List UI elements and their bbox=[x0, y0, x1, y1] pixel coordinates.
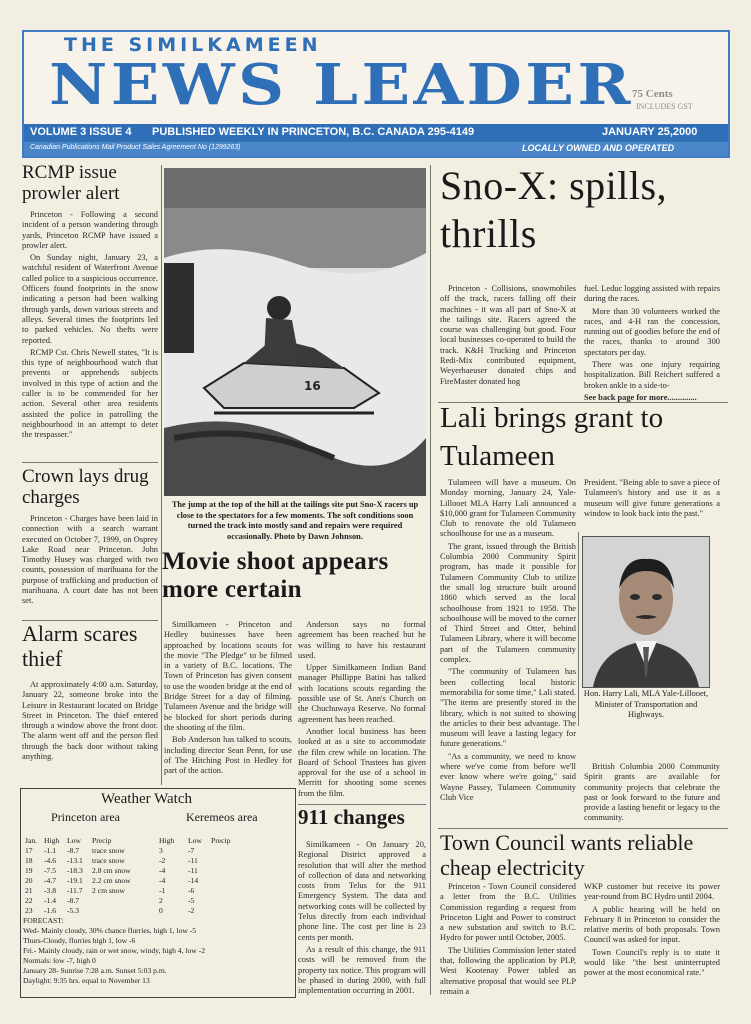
weather-header: Jan. bbox=[25, 835, 38, 845]
forecast-line: Wed- Mainly cloudy, 30% chance flurries, high 1, low -5 bbox=[23, 926, 197, 935]
rcmp-article bbox=[22, 210, 158, 460]
agreement-bar bbox=[24, 142, 728, 156]
weather-cell bbox=[90, 895, 157, 905]
weather-cell: -4 bbox=[159, 875, 166, 885]
mail-agreement: Canadian Publications Mail Product Sales Agreement No (1299263) bbox=[30, 144, 241, 151]
masthead-top-line: THE SIMILKAMEEN bbox=[64, 34, 322, 56]
weather-cell: 21 bbox=[25, 885, 33, 895]
lali-article-col1 bbox=[440, 478, 576, 828]
forecast-line: Normals: low -7, high 0 bbox=[23, 956, 96, 965]
snox-article-col1 bbox=[440, 284, 576, 402]
weather-header: Low bbox=[67, 835, 81, 845]
crown-headline: Crown lays drug charges bbox=[22, 466, 149, 509]
weather-cell: 3 bbox=[159, 845, 163, 855]
weather-cell: -1.6 bbox=[44, 905, 57, 915]
weather-row bbox=[23, 855, 233, 865]
council-headline: Town Council wants reliable cheap electricity bbox=[440, 830, 694, 881]
column-rule bbox=[161, 165, 162, 785]
portrait-image bbox=[583, 537, 709, 687]
weather-area-princeton: Princeton area bbox=[51, 810, 120, 824]
snox-paragraph: Princeton - Collisions, snowmobiles off the track, racers falling off their machines - it was all part of Sno-X at the tailings site. Racers agreed the course was challenging but good. Four local businesses co-operated to build the track. K&H Trucking and Princeton Redi-Mix contributed equipment, Weyerhaeuser donated chips and FireMaster donated hog bbox=[440, 284, 576, 386]
lali-paragraph: British Columbia 2000 Community Spirit grants are available for community projects that celebrate the past or look forward to the future and provide a lasting benefit or legacy to the community. bbox=[584, 762, 720, 823]
rcmp-paragraph: Princeton - Following a second incident of a person wandering through yards, Princeton RCMP have issued a prowler alert. bbox=[22, 210, 158, 250]
weather-cell: 23 bbox=[25, 905, 33, 915]
911-paragraph: Similkameen - On January 20, Regional District approved a resolution that will alter the method of collection of data and networking costs from Telus for the 911 Emergency System. The data and networking costs will be collected by Telus directly from each individual phone line. The cost per line is 23 cents per month. bbox=[298, 840, 426, 942]
lali-paragraph: Tulameen will have a museum. On Monday morning, January 24, Yale-Lillooet MLA Harry Lali announced a $10,000 grant for Tulameen Community Club to renovate the old Tulameen schoolhouse for use as a museum. bbox=[440, 478, 576, 539]
weather-cell: 2.2 cm snow bbox=[92, 875, 131, 885]
lali-headline: Lali brings grant to Tulameen bbox=[440, 402, 664, 472]
weather-area-keremeos: Keremeos area bbox=[186, 810, 258, 824]
rcmp-paragraph: RCMP Cst. Chris Newell states, "It is this type of neighbourhood watch that prevents or apprehends subjects involved in this type of action and the caller is to be commended for her action. Several other area residents assisted the police in patrolling the neighbourhood in an attempt to deter the trespasser." bbox=[22, 347, 158, 440]
weather-row bbox=[23, 865, 233, 875]
weather-cell bbox=[209, 905, 233, 915]
911-paragraph: As a result of this change, the 911 costs will be removed from the property tax notice. This program will be phased in during 2000, with full implementation occurring in 2001. bbox=[298, 944, 426, 996]
forecast-line: Daylight: 9:35 hrs. equal to November 13 bbox=[23, 976, 150, 985]
movie-paragraph: Another local business has been looked at as a site to accommodate the film crew while on location. The Board of School Trustees has given approval for the use of a school in Merritt for shooting some scenes from the film. bbox=[298, 726, 426, 798]
snowmobile-photo bbox=[164, 168, 426, 496]
weather-cell: -4 bbox=[159, 865, 166, 875]
price-note: INCLUDES GST bbox=[636, 102, 693, 111]
snox-paragraph: fuel. Leduc logging assisted with repairs during the races. bbox=[584, 284, 720, 304]
alarm-paragraph: At approximately 4:00 a.m. Saturday, January 22, someone broke into the Leisure in Restaurant located on Bridge Street in Princeton. The thief entered through a window above the front door. The alarm went off and the person fled through the back door without taking anything. bbox=[22, 680, 158, 762]
weather-cell: -4.7 bbox=[44, 875, 57, 885]
volume-issue: VOLUME 3 ISSUE 4 bbox=[30, 126, 132, 138]
snowmobile-photo-image bbox=[164, 168, 426, 496]
weather-cell bbox=[90, 905, 157, 915]
weather-cell bbox=[209, 875, 233, 885]
weather-cell: -2 bbox=[188, 905, 195, 915]
weather-cell: -1 bbox=[159, 885, 166, 895]
portrait-caption: Hon. Harry Lali, MLA Yale-Lillooet, Minister of Transportation and Highways. bbox=[583, 689, 709, 719]
council-paragraph: Town Council's reply is to state it would like "the best uninterrupted power at the most economical rate." bbox=[584, 947, 720, 978]
crown-article bbox=[22, 514, 158, 620]
lali-paragraph: "The community of Tulameen has been collecting local historic memorabilia for some time," Lali stated. "The items are presently stored in the library, which is not suited to showing the articles to their best advantage. The museum will leave a lasting legacy for future generations." bbox=[440, 667, 576, 749]
weather-header: Precip bbox=[92, 835, 112, 845]
harry-lali-portrait bbox=[582, 536, 710, 688]
snox-continued-link[interactable]: See back page for more.............. bbox=[584, 392, 697, 402]
weather-cell: -14 bbox=[188, 875, 199, 885]
weather-header: High bbox=[159, 835, 175, 845]
weather-table bbox=[23, 835, 233, 915]
weather-title: Weather Watch bbox=[101, 791, 193, 807]
weather-cell: -7 bbox=[188, 845, 195, 855]
weather-cell: -11 bbox=[188, 865, 198, 875]
weather-cell: 18 bbox=[25, 855, 33, 865]
council-paragraph: Princeton - Town Council considered a letter from the B.C. Utilities Commission regarding a request from Princeton Light and Power to construct a new substation and switch to B.C. Hydro for power until October, 2005. bbox=[440, 882, 576, 943]
forecast-line: Fri.- Mainly cloudy, rain or wet snow, windy, high 4, low -2 bbox=[23, 946, 206, 955]
movie-paragraph: Similkameen - Princeton and Hedley businesses have been approached by locations scouts for the movie "The Pledge" to be filmed in a variety of B.C. locations. The Town of Princeton has given consent to use the wooden bridge at the end of Bridge Street for a day of filming. Tulameen Avenue and the bridge will be blocked for short periods during the shooting of the film. bbox=[164, 620, 292, 732]
weather-cell bbox=[209, 845, 233, 855]
alarm-article bbox=[22, 680, 158, 784]
slogan: LOCALLY OWNED AND OPERATED bbox=[522, 143, 675, 153]
masthead bbox=[22, 30, 730, 158]
weather-cell: trace snow bbox=[92, 845, 125, 855]
forecast-line: Thurs-Cloudy, flurries high 1, low -6 bbox=[23, 936, 136, 945]
forecast-label: FORECAST: bbox=[23, 916, 64, 925]
issue-bar bbox=[24, 124, 728, 142]
lali-paragraph: "As a community, we need to know where we've come from before we'll ever know where we're going," said Wayne Passey, Tulameen Community Club Vice bbox=[440, 751, 576, 802]
weather-cell: -13.1 bbox=[67, 855, 83, 865]
column-rule bbox=[430, 165, 431, 995]
weather-header: Precip bbox=[211, 835, 231, 845]
council-article-col1 bbox=[440, 882, 576, 1012]
council-paragraph: A public hearing will be held on February 8 in Princeton to consider the relative merits of both proposals. Town Council was asked for input. bbox=[584, 904, 720, 945]
weather-cell bbox=[209, 865, 233, 875]
box-rule bbox=[578, 532, 579, 726]
movie-paragraph: Bob Anderson has talked to scouts, including director Sean Penn, for use of The Hitching Post in Hedley for part of the action. bbox=[164, 735, 292, 776]
snox-paragraph: There was one injury requiring hospitalization. Bill Reichert suffered a broken ankle in a side-to- bbox=[584, 360, 720, 390]
council-article-col2 bbox=[584, 882, 720, 1012]
divider bbox=[22, 462, 158, 463]
weather-cell: -2 bbox=[159, 855, 166, 865]
weather-header: Low bbox=[188, 835, 202, 845]
weather-cell: 2 cm snow bbox=[92, 885, 125, 895]
weather-cell: -3.8 bbox=[44, 885, 57, 895]
lali-article-col2-bottom bbox=[584, 762, 720, 828]
price: 75 Cents bbox=[632, 88, 673, 100]
snowmobile-photo-caption: The jump at the top of the hill at the tailings site put Sno-X racers up close to the spectators for a few moments. The soft conditions soon turned the track into mostly sand and repairs were required occasionally. Photo by Dawn Johnson. bbox=[171, 500, 419, 541]
lali-article-col2-top bbox=[584, 478, 720, 530]
weather-cell: -1.1 bbox=[44, 845, 57, 855]
weather-cell: 20 bbox=[25, 875, 33, 885]
911-headline: 911 changes bbox=[298, 805, 405, 829]
movie-article-col1 bbox=[164, 620, 292, 788]
alarm-headline: Alarm scares thief bbox=[22, 621, 138, 671]
forecast-line: January 28- Sunrise 7:28 a.m. Sunset 5:03 p.m. bbox=[23, 966, 167, 975]
weather-cell: trace snow bbox=[92, 855, 125, 865]
weather-cell: -6 bbox=[188, 885, 195, 895]
weather-cell: 0 bbox=[159, 905, 163, 915]
weather-cell: -8.7 bbox=[67, 845, 80, 855]
weather-cell: 19 bbox=[25, 865, 33, 875]
weather-row bbox=[23, 875, 233, 885]
weather-cell bbox=[209, 885, 233, 895]
weather-cell: -1.4 bbox=[44, 895, 57, 905]
weather-row bbox=[23, 885, 233, 895]
movie-article-col2 bbox=[298, 620, 426, 802]
weather-row bbox=[23, 845, 233, 855]
rcmp-headline: RCMP issue prowler alert bbox=[22, 162, 120, 205]
weather-row bbox=[23, 895, 233, 905]
snox-headline: Sno-X: spills, thrills bbox=[440, 163, 668, 256]
crown-paragraph: Princeton - Charges have been laid in connection with a search warrant executed on October 7, 1999, on Osprey Lake Road near Princeton. John Timothy Husey was charged with two counts, possession of marihuana for the purpose of trafficking and production of marihuana. A court date has not been set. bbox=[22, 514, 158, 606]
rcmp-paragraph: On Sunday night, January 23, a watchful resident of Waterfront Avenue called police to a suspicious occurrence. Officers found footprints in the snow indicating a person had been walking through yards, down various streets and alleys. Several times the footprints led to parked vehicles. No thefts were reported. bbox=[22, 253, 158, 345]
sled-number: 16 bbox=[304, 379, 321, 393]
snox-article-col2 bbox=[584, 284, 720, 402]
snox-paragraph: More than 30 volunteers worked the races, and 4-H ran the concession, running out of goodies before the end of the races, thanks to around 300 spectators per day. bbox=[584, 306, 720, 357]
divider bbox=[438, 828, 728, 829]
weather-cell: -19.1 bbox=[67, 875, 83, 885]
weather-watch-box bbox=[20, 788, 296, 998]
issue-date: JANUARY 25,2000 bbox=[602, 126, 698, 138]
weather-cell bbox=[209, 895, 233, 905]
weather-header: High bbox=[44, 835, 60, 845]
lali-paragraph: President. "Being able to save a piece of Tulameen's history and use it as a museum will give future generations a window to look back into the past." bbox=[584, 478, 720, 518]
movie-paragraph: Anderson says no formal agreement has been reached but he was willing to have his restaurant used. bbox=[298, 620, 426, 660]
weather-cell: -7.5 bbox=[44, 865, 57, 875]
weather-cell bbox=[209, 855, 233, 865]
weather-cell: -4.6 bbox=[44, 855, 57, 865]
movie-headline: Movie shoot appears more certain bbox=[162, 548, 389, 603]
weather-cell: -11 bbox=[188, 855, 198, 865]
lali-paragraph: The grant, issued through the British Columbia 2000 Community Spirit program, has made it possible for Tulameen Community Club to utilize the small log structure built around 1860 which served as the local schoolhouse from 1921 to 1958. The schoolhouse will be moved to the corner of Third Street and Otter, behind Tulameen Library, where it will become part of the Tulameen community complex. bbox=[440, 541, 576, 665]
weather-cell: -11.7 bbox=[67, 885, 83, 895]
weather-cell: -5 bbox=[188, 895, 195, 905]
council-paragraph: WKP customer but receive its power year-round from BC Hydro until 2004. bbox=[584, 882, 720, 902]
weather-cell: 2.8 cm snow bbox=[92, 865, 131, 875]
weather-cell: -18.3 bbox=[67, 865, 83, 875]
weather-row bbox=[23, 905, 233, 915]
weather-header-row bbox=[23, 835, 233, 845]
newspaper-title: NEWS LEADER bbox=[49, 52, 634, 118]
weather-cell: 22 bbox=[25, 895, 33, 905]
movie-paragraph: Upper Similkameen Indian Band manager Phillippe Batini has talked with locations scouts regarding the possible use of St. Ann's Church on the Chuchuwaya Reserve. No formal agreement has been reached. bbox=[298, 663, 426, 724]
publication-info: PUBLISHED WEEKLY IN PRINCETON, B.C. CANADA 295-4149 bbox=[152, 126, 475, 138]
council-paragraph: The Utilities Commission letter stated that, following the application by PLP, West Kootenay Power tabled an alternative proposal that would see PLP remain a bbox=[440, 945, 576, 996]
weather-cell: 2 bbox=[159, 895, 163, 905]
911-article bbox=[298, 840, 426, 1000]
weather-cell: 17 bbox=[25, 845, 33, 855]
weather-cell: -8.7 bbox=[67, 895, 80, 905]
weather-cell: -5.3 bbox=[67, 905, 80, 915]
